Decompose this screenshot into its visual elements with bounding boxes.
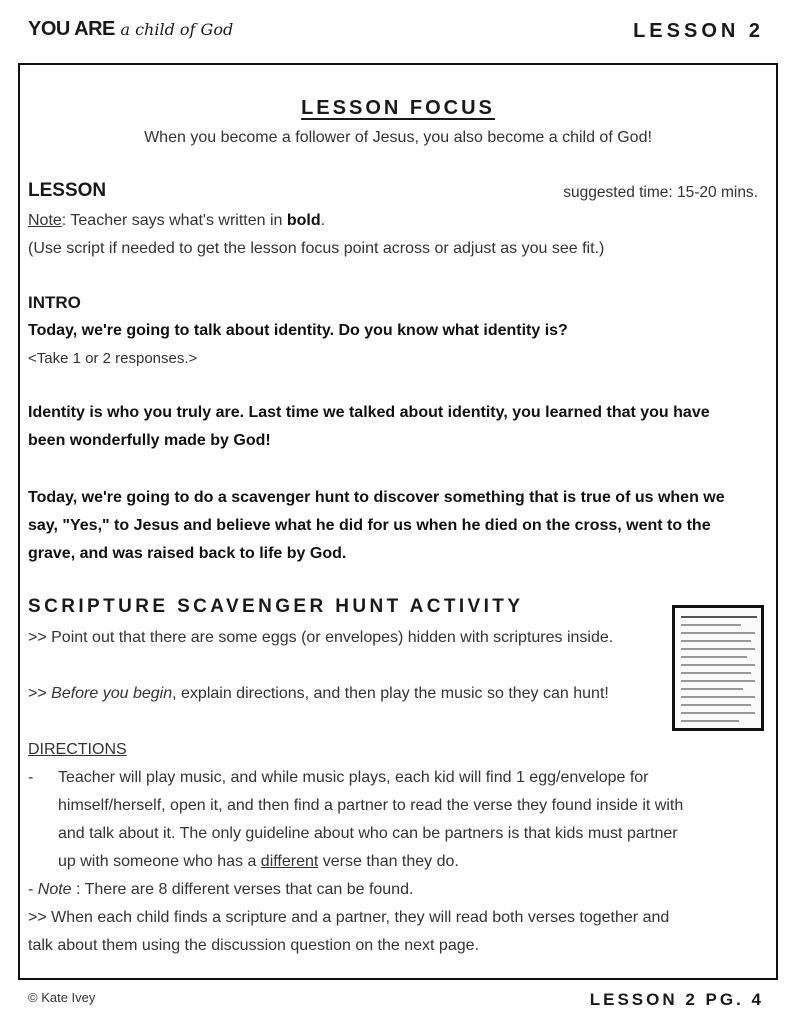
focus-text: When you become a follower of Jesus, you also become a child of God!: [144, 129, 652, 146]
series-title-bold: YOU ARE: [28, 18, 115, 40]
intro-p1: Today, we're going to talk about identity. Do you know what identity is?: [28, 322, 568, 339]
final-line2: talk about them using the discussion question on the next page.: [28, 937, 479, 954]
activity-point1: >> Point out that there are some eggs (or envelopes) hidden with scriptures inside.: [28, 629, 614, 646]
series-title-script: a child of God: [120, 20, 234, 39]
worksheet-thumbnail: [672, 605, 764, 731]
focus-heading: LESSON FOCUS: [301, 97, 495, 119]
series-title: [28, 18, 233, 41]
directions-line4: up with someone who has a different verse than they do.: [58, 853, 459, 870]
directions-line3: and talk about it. The only guideline about who can be partners is that kids must partner: [58, 825, 678, 842]
intro-p2-line1: Identity is who you truly are. Last time we talked about identity, you learned that you have: [28, 404, 710, 421]
final-line1: >> When each child finds a scripture and a partner, they will read both verses together and: [28, 909, 670, 926]
copyright: © Kate Ivey: [28, 990, 96, 1005]
note-line: Note: Teacher says what's written in bold.: [28, 212, 326, 229]
verses-note: - Note : There are 8 different verses that can be found.: [28, 881, 414, 898]
script-note: (Use script if needed to get the lesson focus point across or adjust as you see fit.): [28, 240, 605, 257]
intro-heading: INTRO: [28, 293, 81, 312]
page-number: LESSON 2 PG. 4: [589, 990, 764, 1009]
directions-line1: Teacher will play music, and while music plays, each kid will find 1 egg/envelope for: [58, 769, 649, 786]
lesson-frame: [18, 63, 778, 980]
activity-heading: SCRIPTURE SCAVENGER HUNT ACTIVITY: [28, 596, 524, 617]
lesson-heading: LESSON: [28, 180, 107, 201]
intro-p3-line3: grave, and was raised back to life by God.: [28, 545, 347, 562]
intro-p3-line1: Today, we're going to do a scavenger hunt to discover something that is true of us when we: [28, 489, 725, 506]
directions-dash: -: [28, 769, 34, 786]
intro-p2-line2: been wonderfully made by God!: [28, 432, 271, 449]
intro-p1-note: <Take 1 or 2 responses.>: [28, 350, 198, 367]
lesson-label: LESSON 2: [633, 20, 764, 42]
activity-point2: >> Before you begin, explain directions, and then play the music so they can hunt!: [28, 685, 609, 702]
directions-heading: DIRECTIONS: [28, 741, 127, 758]
directions-line2: himself/herself, open it, and then find a partner to read the verse they found inside it with: [58, 797, 684, 814]
intro-p3-line2: say, "Yes," to Jesus and believe what he did for us when he died on the cross, went to the: [28, 517, 711, 534]
suggested-time: suggested time: 15-20 mins.: [563, 184, 758, 201]
